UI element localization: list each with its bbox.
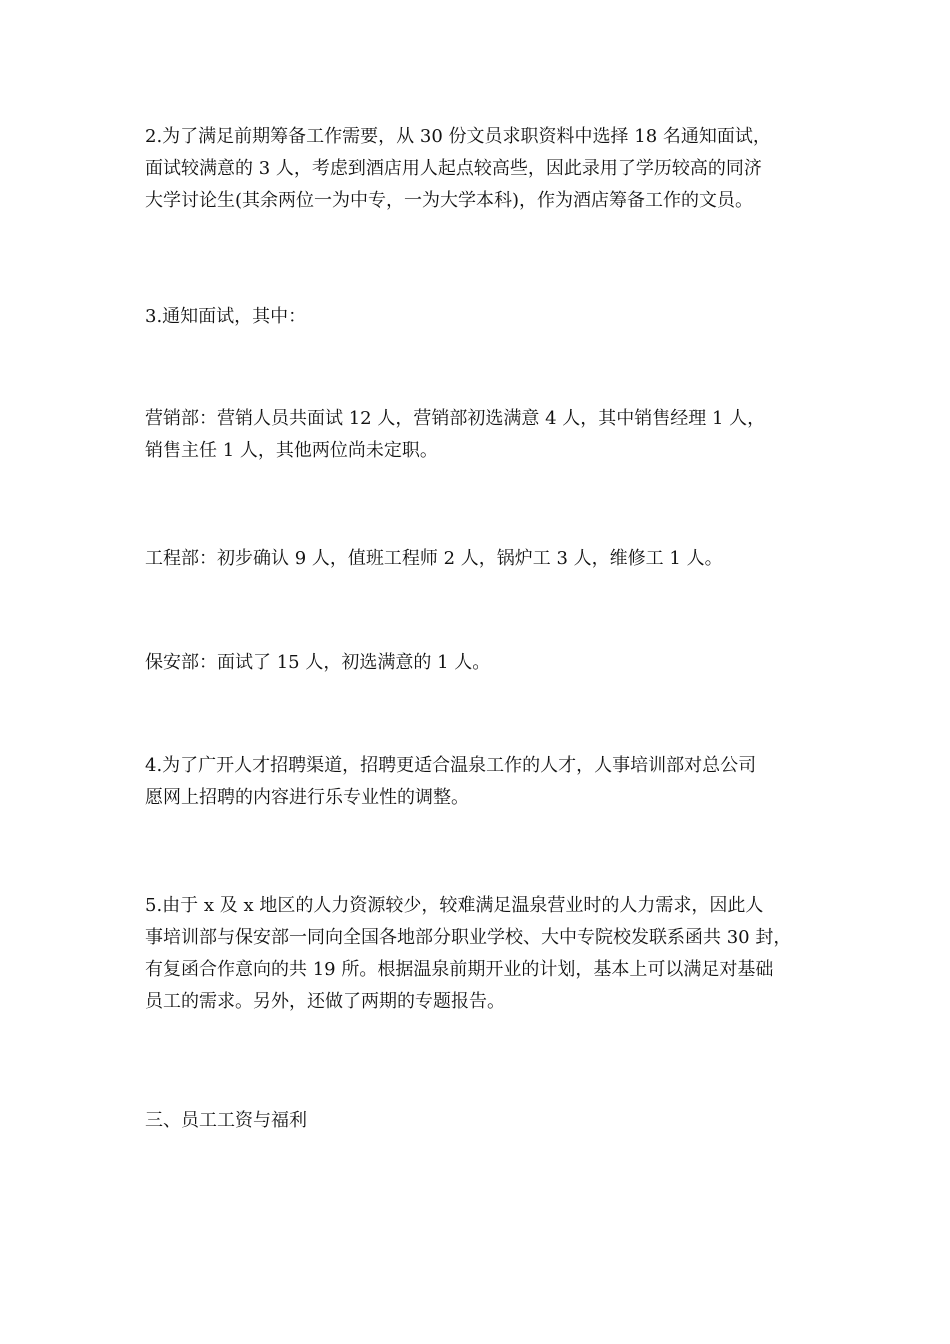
text-line: 事培训部与保安部一同向全国各地部分职业学校、大中专院校发联系函共 30 封， [145, 927, 792, 948]
text-line: 3.通知面试，其中： [145, 306, 307, 327]
paragraph-interview-notice [145, 301, 815, 333]
text-line: 4.为了广开人才招聘渠道，招聘更适合温泉工作的人才，人事培训部对总公司 [145, 755, 757, 776]
paragraph-recruitment-channels [145, 750, 815, 814]
paragraph-engineering-dept [145, 543, 815, 575]
paragraph-marketing-dept [145, 403, 815, 467]
text-line: 大学讨论生(其余两位一为中专，一为大学本科)，作为酒店筹备工作的文员。 [145, 190, 754, 211]
text-line: 有复函合作意向的共 19 所。根据温泉前期开业的计划，基本上可以满足对基础 [145, 959, 774, 980]
text-line: 三、员工工资与福利 [145, 1110, 307, 1131]
paragraph-regional-hr [145, 890, 815, 1018]
text-line: 工程部：初步确认 9 人，值班工程师 2 人，锅炉工 3 人，维修工 1 人。 [145, 548, 723, 569]
paragraph-clerk-recruitment [145, 121, 815, 217]
text-line: 员工的需求。另外，还做了两期的专题报告。 [145, 991, 505, 1012]
text-line: 2.为了满足前期筹备工作需要，从 30 份文员求职资料中选择 18 名通知面试， [145, 126, 771, 147]
text-line: 营销部：营销人员共面试 12 人，营销部初选满意 4 人，其中销售经理 1 人， [145, 408, 766, 429]
text-line: 5.由于 x 及 x 地区的人力资源较少，较难满足温泉营业时的人力需求，因此人 [145, 895, 764, 916]
text-line: 销售主任 1 人，其他两位尚未定职。 [145, 440, 438, 461]
text-line: 愿网上招聘的内容进行乐专业性的调整。 [145, 787, 469, 808]
text-line: 面试较满意的 3 人，考虑到酒店用人起点较高些，因此录用了学历较高的同济 [145, 158, 762, 179]
paragraph-security-dept [145, 647, 815, 679]
text-line: 保安部：面试了 15 人，初选满意的 1 人。 [145, 652, 491, 673]
section-heading-wages-benefits [145, 1105, 815, 1137]
